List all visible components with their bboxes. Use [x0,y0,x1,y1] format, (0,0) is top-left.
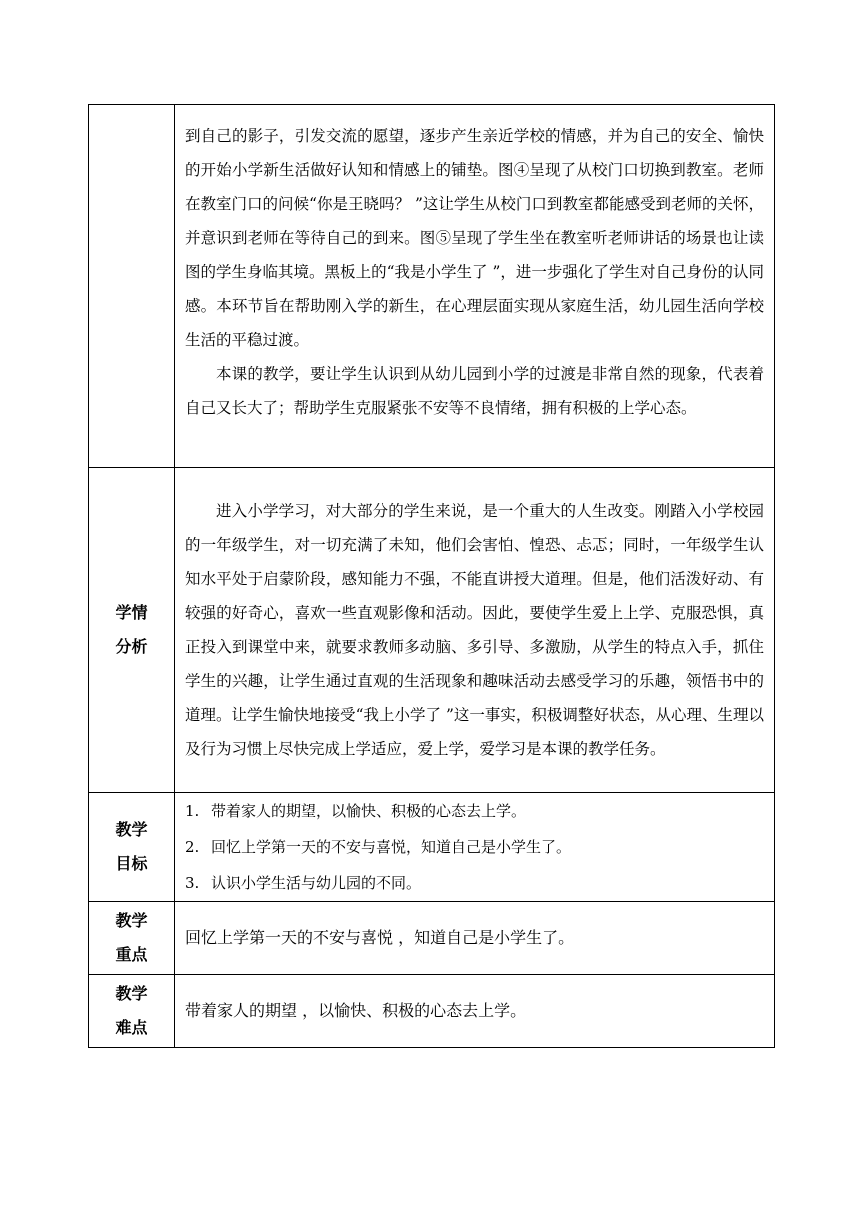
difficulty-text: 带着家人的期望 ，以愉快、积极的心态去上学。 [185,1001,527,1020]
item-number: 3. [185,874,200,892]
label-line: 教学 [115,820,148,839]
table-row [89,105,775,468]
table-row [89,793,775,902]
content-cell [175,105,775,468]
row-label-difficulties [89,975,175,1048]
paragraph: 本课的教学，要让学生认识到从幼儿园到小学的过渡是非常自然的现象，代表着自己又长大了；帮助学生克服紧张不安等不良情绪，拥有积极的上学心态。 [185,365,764,417]
label-line: 分析 [115,637,148,656]
label-line: 教学 [115,984,148,1003]
table-row [89,468,775,793]
content-cell [175,975,775,1048]
label-line: 难点 [115,1018,148,1037]
item-text: 认识小学生活与幼儿园的不同。 [211,874,422,892]
item-number: 1. [185,802,200,820]
key-point-text: 回忆上学第一天的不安与喜悦 ，知道自己是小学生了。 [185,928,575,947]
item-text: 带着家人的期望，以愉快、积极的心态去上学。 [211,802,527,820]
content-cell [175,793,775,902]
label-line: 教学 [115,911,148,930]
content-cell [175,468,775,793]
paragraph: 进入小学学习，对大部分的学生来说，是一个重大的人生改变。刚踏入小学校园的一年级学生，对一切充满了未知，他们会害怕、惶恐、忐忑；同时，一年级学生认知水平处于启蒙阶段，感知能力不强，不能直讲授大道理。但是，他们活泼好动、有较强的好奇心，喜欢一些直观影像和活动。因此，要使学生爱上上学、克服恐惧，真正投入到课堂中来，就要求教师多动脑、多引导、多激励，从学生的特点入手，抓住学生的兴趣，让学生通过直观的生活现象和趣味活动去感受学习的乐趣，领悟书中的道理。让学生愉快地接受“我上小学了 ”这一事实，积极调整好状态，从心理、生理以及行为习惯上尽快完成上学适应，爱上学，爱学习是本课的教学任务。 [185,502,764,758]
lesson-plan-table [88,104,775,1048]
label-line: 目标 [115,854,148,873]
label-line: 重点 [115,945,148,964]
paragraph: 到自己的影子，引发交流的愿望，逐步产生亲近学校的情感，并为自己的安全、愉快的开始小学新生活做好认知和情感上的铺垫。图④呈现了从校门口切换到教室。老师在教室门口的问候“你是王晓吗？ ”这让学生从校门口到教室都能感受到老师的关怀，并意识到老师在等待自己的到来。图⑤呈现了学生坐在教室听老师讲话的场景也让读图的学生身临其境。黑板上的“我是小学生了 ”，进一步强化了学生对自己身份的认同感。本环节旨在帮助刚入学的新生，在心理层面实现从家庭生活，幼儿园生活向学校生活的平稳过渡。 [185,127,764,349]
row-label-student-analysis [89,468,175,793]
list-item [185,865,764,901]
item-text: 回忆上学第一天的不安与喜悦，知道自己是小学生了。 [211,838,572,856]
item-number: 2. [185,838,200,856]
table-row [89,975,775,1048]
goals-list [175,793,774,901]
list-item [185,829,764,865]
row-label-teaching-goals [89,793,175,902]
label-line: 学情 [115,603,148,622]
row-label-empty [89,105,175,468]
content-cell [175,902,775,975]
row-label-key-points [89,902,175,975]
table-row [89,902,775,975]
list-item [185,793,764,829]
